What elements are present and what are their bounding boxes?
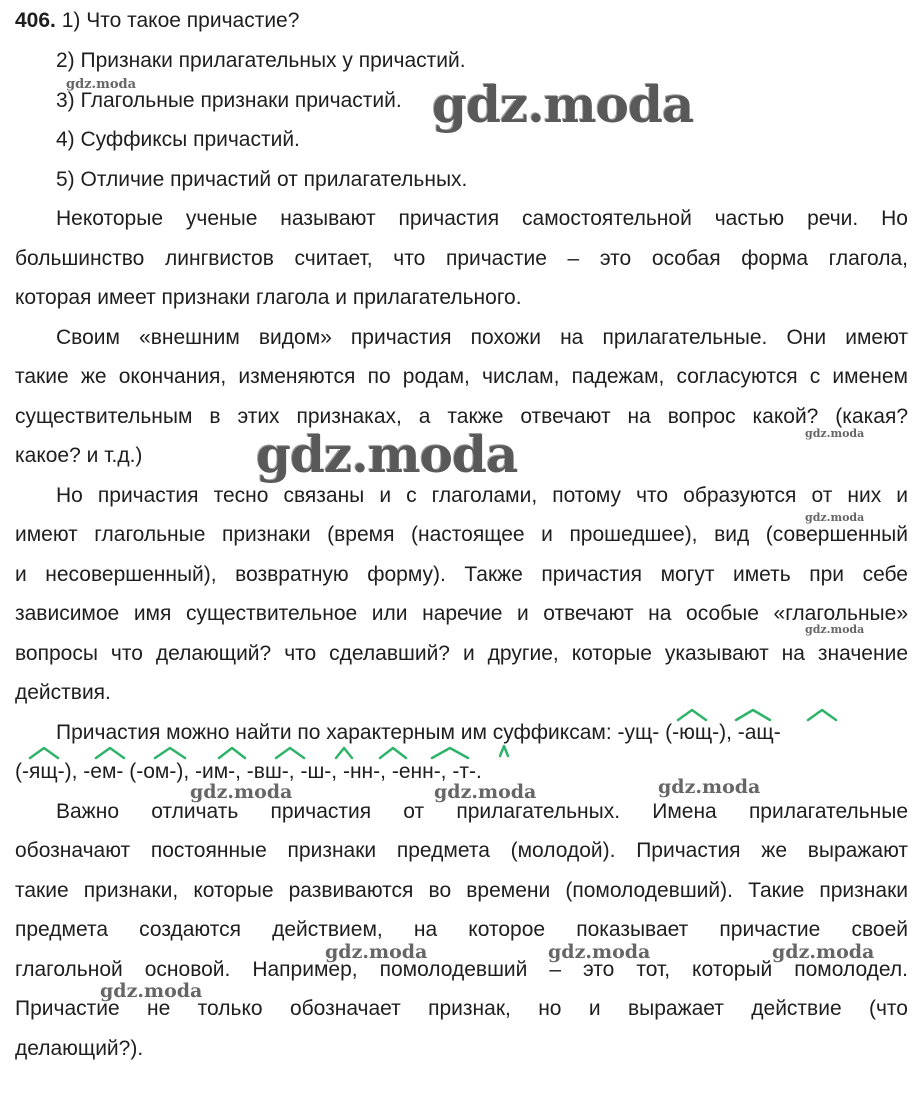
suffix-mark-vsh [276,748,304,758]
paragraph-3-line-2: имеют глагольные признаки (время (настоящее и прошедшее), вид (совершенный [15,523,908,546]
suffix-mark-enn [432,748,468,758]
paragraph-5-line-4: предмета создаются действием, на которое показывает причастие своей [15,918,908,941]
watermark-small: gdz.moda [805,427,865,440]
paragraph-1-line-2: большинство лингвистов считает, что причастие – это особая форма глагола, [15,247,908,270]
paragraph-3-line-6: действия. [15,681,111,704]
paragraph-3-line-1: Но причастия тесно связаны и с глаголами, потому что образуются от них и [56,484,908,507]
suffix-mark-t [500,746,508,756]
paragraph-2-line-4: какое? и т.д.) [15,444,143,467]
suffix-mark-ashch [808,710,836,720]
suffix-mark-im [219,748,245,758]
paragraph-5-line-2: обозначают постоянные признаки предмета (молодой). Причастия же выражают [15,839,908,862]
watermark-large: gdz.moda [256,425,518,484]
suffix-mark-ushch [678,710,706,720]
paragraph-5-line-6: Причастие не только обозначает признак, но и выражает действие (что [15,997,908,1020]
plan-item-3: 3) Глагольные признаки причастий. [56,89,402,112]
watermark-small: gdz.moda [548,941,651,963]
paragraph-5-line-5: глагольной основой. Например, помолодевший – это тот, который помолодел. [15,958,908,981]
suffix-mark-nn [380,748,406,758]
watermark-small: gdz.moda [658,776,761,798]
plan-item-5: 5) Отличие причастий от прилагательных. [56,168,468,191]
paragraph-4-line-2: (-ящ-), -ем- (-ом-), -им-, -вш-, -ш-, -нн-, -енн-, -т-. [15,760,482,783]
watermark-small: gdz.moda [772,941,875,963]
plan-item-2: 2) Признаки прилагательных у причастий. [56,49,466,72]
paragraph-2-line-2: такие же окончания, изменяются по родам, числам, падежам, согласуются с именем [15,365,908,388]
paragraph-3-line-4: зависимое имя существительное или наречие и отвечают на особые «глагольные» [15,602,908,625]
paragraph-4-line-1: Причастия можно найти по характерным им суффиксам: -ущ- (-ющ-), -ащ- [56,721,781,744]
plan-item-4: 4) Суффиксы причастий. [56,128,300,151]
paragraph-2-line-1: Своим «внешним видом» причастия похожи на прилагательные. Они имеют [56,326,908,349]
watermark-small: gdz.moda [100,980,203,1002]
suffix-mark-om [155,748,185,758]
plan-item-1: 406. 1) Что такое причастие? [15,9,300,32]
paragraph-3-line-3: и несовершенный), возвратную форму). Также причастия могут иметь при себе [15,563,908,586]
watermark-small: gdz.moda [190,781,293,803]
suffix-mark-yushch [736,710,770,720]
watermark-small: gdz.moda [325,941,428,963]
paragraph-3-line-5: вопросы что делающий? что сделавший? и другие, которые указывают на значение [15,642,908,665]
paragraph-5-line-1: Важно отличать причастия от прилагательных. Имена прилагательные [56,800,908,823]
watermark-small: gdz.moda [66,77,137,92]
paragraph-2-line-3: существительным в этих признаках, а также отвечают на вопрос какой? (какая? [15,405,908,428]
exercise-number: 406. [15,9,56,32]
paragraph-1-line-1: Некоторые ученые называют причастия самостоятельной частью речи. Но [56,207,908,230]
suffix-mark-yashch [30,748,58,758]
paragraph-5-line-3: такие признаки, которые развиваются во времени (помолодевший). Такие признаки [15,879,908,902]
suffix-marks [0,700,920,770]
watermark-small: gdz.moda [434,781,537,803]
suffix-mark-sh [336,748,352,758]
suffix-mark-em [96,748,124,758]
watermark-small: gdz.moda [805,623,865,636]
paragraph-1-line-3: которая имеет признаки глагола и прилагательного. [15,286,522,309]
watermark-small: gdz.moda [805,511,865,524]
watermark-large: gdz.moda [432,75,694,134]
paragraph-5-line-7: делающий?). [15,1037,144,1060]
